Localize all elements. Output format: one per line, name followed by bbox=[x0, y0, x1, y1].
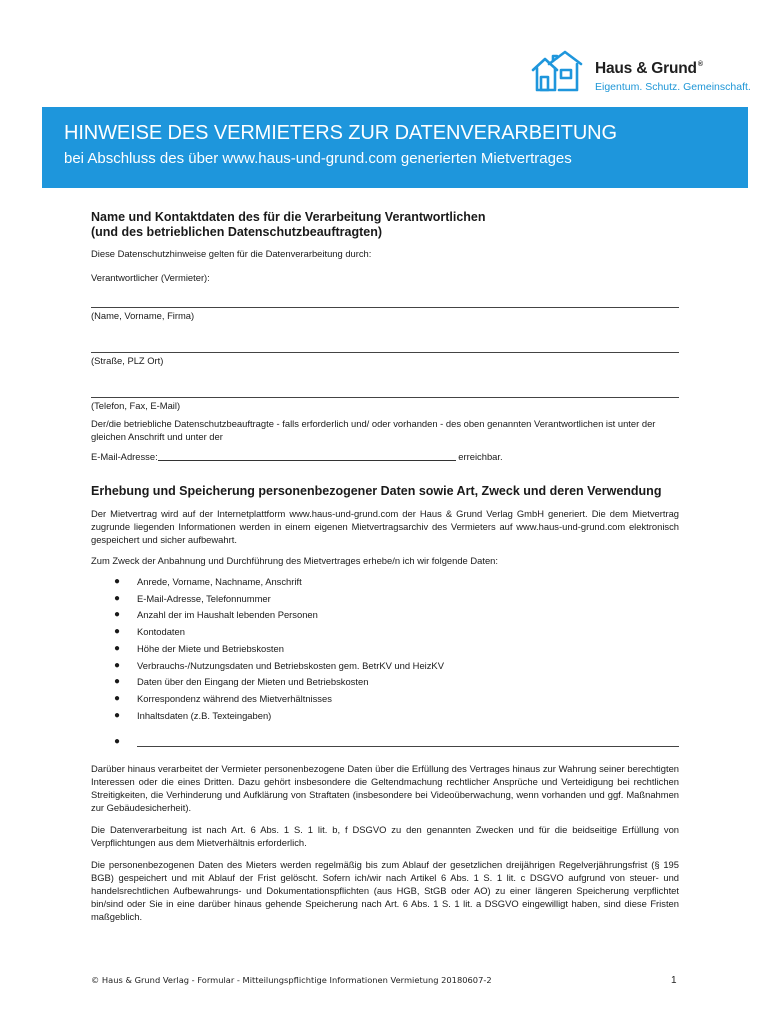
page-number: 1 bbox=[671, 975, 677, 986]
logo-brand: Haus & Grund® bbox=[595, 60, 703, 77]
list-item-text: Kontodaten bbox=[137, 626, 185, 638]
responsible-label: Verantwortlicher (Vermieter): bbox=[91, 272, 210, 283]
list-item bbox=[91, 591, 679, 608]
email-label: E-Mail-Adresse: bbox=[91, 451, 158, 462]
house-icon bbox=[529, 50, 589, 96]
section2-para1: Der Mietvertrag wird auf der Internetplattform www.haus-und-grund.com der Haus & Grund Verlag GmbH generiert. Die dem Mietvertrag zugrunde liegenden Informationen werden in einem eigenen Mietvertragsarchiv des Vermieters auf www.haus-und-grund.com elektronisch gespeichert und sicher aufbewahrt. bbox=[91, 508, 679, 545]
email-input-line[interactable] bbox=[158, 451, 456, 461]
data-items-list bbox=[91, 574, 679, 724]
list-item bbox=[91, 641, 679, 658]
bullet-icon: ● bbox=[114, 576, 121, 587]
list-item-text: Anrede, Vorname, Nachname, Anschrift bbox=[137, 576, 302, 587]
bullet-icon: ● bbox=[114, 676, 121, 688]
bullet-icon: ● bbox=[114, 709, 121, 721]
email-row bbox=[91, 450, 679, 463]
bullet-icon: ● bbox=[114, 626, 121, 638]
page-title: HINWEISE DES VERMIETERS ZUR DATENVERARBEITUNG bbox=[64, 122, 617, 144]
name-input-line[interactable] bbox=[91, 307, 679, 308]
bullet-icon: ● bbox=[114, 592, 121, 604]
list-item-blank bbox=[91, 734, 679, 751]
section2-para4: Die Datenverarbeitung ist nach Art. 6 Abs. 1 S. 1 lit. b, f DSGVO zu den genannten Zwecken und für die beidseitige Erfüllung von Verpflichtungen aus dem Mietverhältnis erforderlich. bbox=[91, 824, 679, 849]
list-item-text: Verbrauchs-/Nutzungsdaten und Betriebskosten gem. BetrKV und HeizKV bbox=[137, 659, 444, 671]
bullet-icon: ● bbox=[114, 692, 121, 704]
list-item bbox=[91, 574, 679, 591]
contact-input-line[interactable] bbox=[91, 397, 679, 398]
trademark-symbol: ® bbox=[697, 61, 703, 68]
section1-heading-line2: (und des betrieblichen Datenschutzbeauftragten) bbox=[91, 225, 383, 239]
extra-item-input-line[interactable] bbox=[137, 736, 679, 747]
extra-item-list bbox=[91, 734, 679, 751]
section2-heading: Erhebung und Speicherung personenbezogener Daten sowie Art, Zweck und deren Verwendung bbox=[91, 484, 662, 498]
brand-logo bbox=[529, 50, 749, 96]
logo-claim: Eigentum. Schutz. Gemeinschaft. bbox=[595, 81, 751, 93]
list-item-text: Anzahl der im Haushalt lebenden Personen bbox=[137, 609, 318, 621]
address-field-caption: (Straße, PLZ Ort) bbox=[91, 355, 164, 366]
document-body bbox=[91, 210, 679, 923]
name-field-caption: (Name, Vorname, Firma) bbox=[91, 310, 195, 321]
list-item-text: Inhaltsdaten (z.B. Texteingaben) bbox=[137, 709, 272, 721]
section2-para2: Zum Zweck der Anbahnung und Durchführung des Mietvertrages erhebe/n ich wir folgende Daten: bbox=[91, 555, 499, 566]
list-item bbox=[91, 624, 679, 641]
list-item-text: Höhe der Miete und Betriebskosten bbox=[137, 642, 284, 654]
section1-heading-line1: Name und Kontaktdaten des für die Verarbeitung Verantwortlichen bbox=[91, 210, 486, 224]
list-item-text: E-Mail-Adresse, Telefonnummer bbox=[137, 592, 271, 604]
page-subtitle: bei Abschluss des über www.haus-und-grund.com generierten Mietvertrages bbox=[64, 150, 572, 167]
contact-field-caption: (Telefon, Fax, E-Mail) bbox=[91, 400, 181, 411]
list-item bbox=[91, 691, 679, 708]
section2-para5: Die personenbezogenen Daten des Mieters werden regelmäßig bis zum Ablauf der gesetzlichen dreijährigen Regelverjährungsfrist (§ 195 BGB) gespeichert und mit Ablauf der Frist gelöscht. Sofern ich/wir nach Artikel 6 Abs. 1 S. 1 lit. c DSGVO aufgrund von steuer- und handelsrechtlichen Aufbewahrungs- und Dokumentationspflichten (aus HGB, StGB oder AO) zu einer längeren Speicherung verpflichtet bin/sind oder Sie in eine darüber hinaus gehende Speicherung nach Art. 6 Abs. 1 S. 1 lit. a DSGVO eingewilligt haben, sind diese Fristen maßgeblich. bbox=[91, 859, 679, 923]
bullet-icon: ● bbox=[114, 659, 121, 671]
list-item bbox=[91, 658, 679, 675]
list-item bbox=[91, 607, 679, 624]
bullet-icon: ● bbox=[114, 642, 121, 654]
bullet-icon: ● bbox=[114, 609, 121, 621]
section1-intro: Diese Datenschutzhinweise gelten für die Datenverarbeitung durch: bbox=[91, 248, 372, 259]
list-item-text: Korrespondenz während des Mietverhältnisses bbox=[137, 692, 332, 704]
list-item bbox=[91, 708, 679, 725]
list-item-text: Daten über den Eingang der Mieten und Betriebskosten bbox=[137, 676, 369, 688]
footer-text: © Haus & Grund Verlag - Formular - Mitteilungspflichtige Informationen Vermietung 20180607-2 bbox=[91, 975, 492, 985]
dpo-text: Der/die betriebliche Datenschutzbeauftragte - falls erforderlich und/ oder vorhanden - des oben genannten Verantwortlichen ist unter der gleichen Anschrift und unter der bbox=[91, 418, 656, 442]
list-item bbox=[91, 674, 679, 691]
email-suffix: erreichbar. bbox=[458, 451, 503, 462]
address-input-line[interactable] bbox=[91, 352, 679, 353]
title-banner bbox=[42, 107, 748, 188]
section2-para3: Darüber hinaus verarbeitet der Vermieter personenbezogene Daten über die Erfüllung des Vertrages hinaus zur Wahrung seiner berechtigten Interessen oder die eines Dritten. Dazu gehört insbesondere die Geltendmachung rechtlicher Ansprüche und Verteidigung bei rechtlichen Streitigkeiten, die Verhinderung und Aufklärung von Straftaten (insbesondere bei Videoüberwachung, wenn vorhanden und ggf. Maßnahmen zur Gebäudesicherheit). bbox=[91, 763, 679, 814]
bullet-icon: ● bbox=[114, 736, 121, 748]
